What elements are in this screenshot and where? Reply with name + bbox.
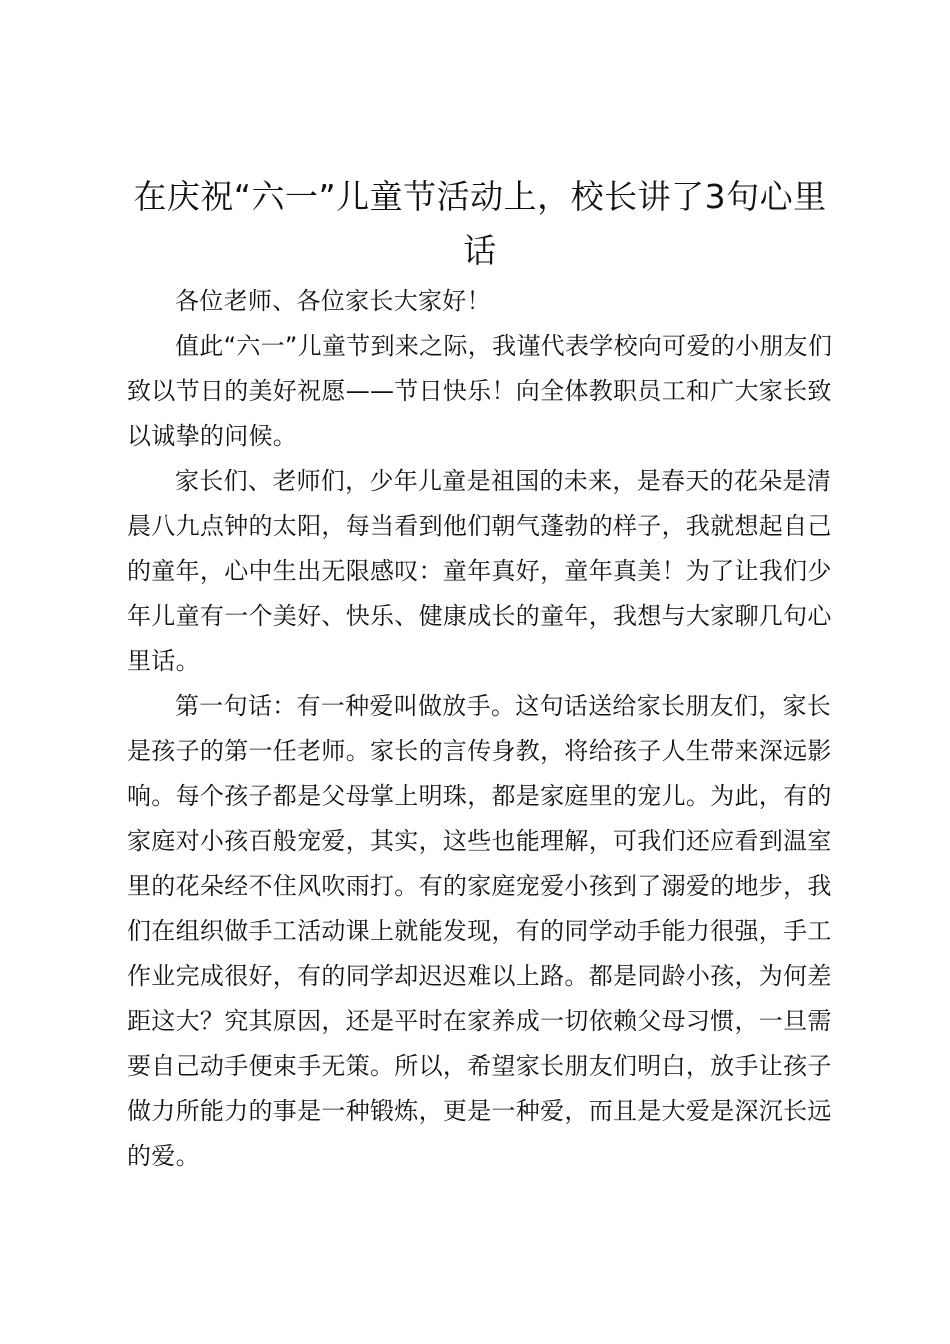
paragraph-first-message: 第一句话：有一种爱叫做放手。这句话送给家长朋友们，家长是孩子的第一任老师。家长的言传身教，将给孩子人生带来深远影响。每个孩子都是父母掌上明珠，都是家庭里的宠儿。为此，有的家庭对小孩百般宠爱，其实，这些也能理解，可我们还应看到温室里的花朵经不住风吹雨打。有的家庭宠爱小孩到了溺爱的地步，我们在组织做手工活动课上就能发现，有的同学动手能力很强，手工作业完成很好，有的同学却迟迟难以上路。都是同龄小孩，为何差距这大？究其原因，还是平时在家养成一切依赖父母习惯，一旦需要自己动手便束手无策。所以，希望家长朋友们明白，放手让孩子做力所能力的事是一种锻炼，更是一种爱，而且是大爱是深沉长远的爱。 [127, 692, 832, 1170]
document-title: 在庆祝“六一”儿童节活动上，校长讲了3句心里话 [133, 177, 827, 270]
paragraph-childhood: 家长们、老师们，少年儿童是祖国的未来，是春天的花朵是清晨八九点钟的太阳，每当看到他们朝气蓬勃的样子，我就想起自己的童年，心中生出无限感叹：童年真好，童年真美！为了让我们少年儿童有一个美好、快乐、健康成长的童年，我想与大家聊几句心里话。 [127, 467, 832, 675]
document-body [127, 279, 843, 1179]
paragraph-holiday-wishes: 值此“六一”儿童节到来之际，我谨代表学校向可爱的小朋友们致以节日的美好祝愿——节日快乐！向全体教职员工和广大家长致以诚挚的问候。 [127, 332, 833, 450]
paragraph-greeting: 各位老师、各位家长大家好！ [175, 287, 491, 315]
